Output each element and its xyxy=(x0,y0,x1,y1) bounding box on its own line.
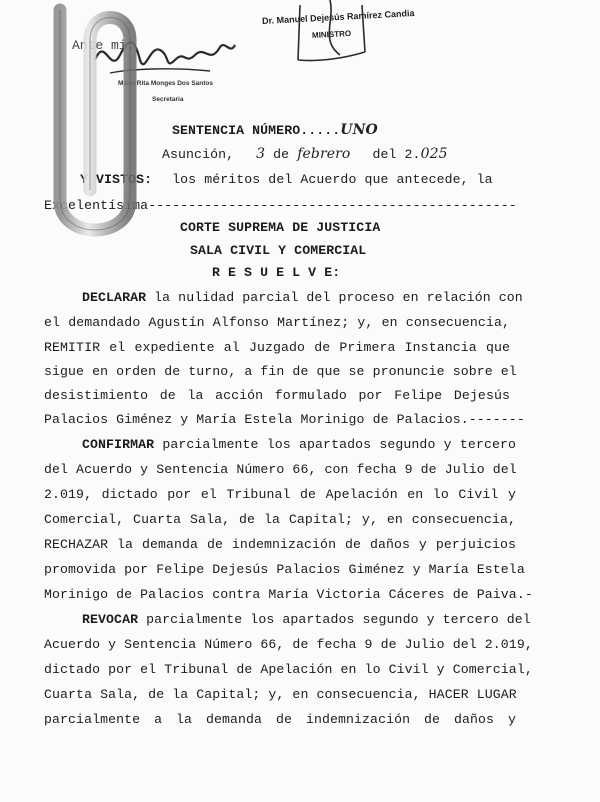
ante-mi-label: Ante mi: xyxy=(72,38,135,53)
p3-line-4: parcialmente a la demanda de indemnización de daños y xyxy=(44,712,516,727)
p2-line-3: Comercial, Cuarta Sala, de la Capital; y, en consecuencia, xyxy=(44,512,516,527)
p1-line-1: el demandado Agustín Alfonso Martínez; y, en consecuencia, xyxy=(44,315,510,330)
p3-line-3: Cuarta Sala, de la Capital; y, en consecuencia, HACER LUGAR xyxy=(44,687,517,702)
p1-line-4: desistimiento de la acción formulado por Felipe Dejesús xyxy=(44,388,510,403)
vistos-label: Y VISTOS: xyxy=(80,172,153,187)
p3-text-0: parcialmente los apartados segundo y tercero del xyxy=(146,612,531,627)
minister-role: MINISTRO xyxy=(311,28,352,41)
p1-line-0 xyxy=(82,290,523,305)
confirmar-lead: CONFIRMAR xyxy=(82,437,155,452)
excelentisima-label: Excelentísima xyxy=(44,198,149,213)
p3-line-0 xyxy=(82,612,531,627)
city-label: Asunción, xyxy=(162,147,235,162)
minister-name: Dr. Manuel Dejesús Ramírez Candia xyxy=(261,8,415,26)
p1-line-3: sigue en orden de turno, a fin de que se pronuncie sobre el xyxy=(44,364,517,379)
paper-clip-icon xyxy=(20,0,170,250)
p1-text-0: la nulidad parcial del proceso en relación con xyxy=(154,290,523,305)
year-prefix: del 2. xyxy=(372,147,421,162)
sentence-number-line xyxy=(172,122,378,138)
year-handwritten: 025 xyxy=(420,146,448,162)
court-name: CORTE SUPREMA DE JUSTICIA xyxy=(180,220,381,235)
p2-text-0: parcialmente los apartados segundo y tercero xyxy=(162,437,517,452)
month-handwritten: febrero xyxy=(297,146,351,162)
p2-line-1: del Acuerdo y Sentencia Número 66, con fecha 9 de Julio del xyxy=(44,462,517,477)
p2-line-6: Morinigo de Palacios contra María Victoria Cáceres de Paiva.- xyxy=(44,587,533,602)
revocar-lead: REVOCAR xyxy=(82,612,139,627)
secretary-name: Maria Rita Monges Dos Santos xyxy=(118,80,213,87)
de-label: de xyxy=(273,147,290,162)
p2-line-5: promovida por Felipe Dejesús Palacios Giménez y María Estela xyxy=(44,562,525,577)
court-sala: SALA CIVIL Y COMERCIAL xyxy=(190,243,367,258)
p3-line-1: Acuerdo y Sentencia Número 66, de fecha 9 de Julio del 2.019, xyxy=(44,637,533,652)
sentence-number-label: SENTENCIA NÚMERO..... xyxy=(172,123,341,138)
day-handwritten: 3 xyxy=(256,146,266,162)
p2-line-4: RECHAZAR la demanda de indemnización de daños y perjuicios xyxy=(44,537,516,552)
p2-line-0 xyxy=(82,437,516,452)
sentence-number-handwritten: UNO xyxy=(340,122,378,138)
date-line xyxy=(162,146,448,162)
p2-line-2: 2.019, dictado por el Tribunal de Apelación en lo Civil y xyxy=(44,487,516,502)
resuelve-heading: R E S U E L V E: xyxy=(212,265,341,280)
p1-line-5: Palacios Giménez y María Estela Morinigo de Palacios.------- xyxy=(44,412,525,427)
p1-line-2: REMITIR el expediente al Juzgado de Primera Instancia que xyxy=(44,340,510,355)
p3-line-2: dictado por el Tribunal de Apelación en lo Civil y Comercial, xyxy=(44,662,533,677)
vistos-text: los méritos del Acuerdo que antecede, la xyxy=(172,172,493,187)
declarar-lead: DECLARAR xyxy=(82,290,147,305)
filler-dashes: ---------------------------------------------- xyxy=(148,198,517,213)
secretary-role: Secretaria xyxy=(152,96,184,103)
